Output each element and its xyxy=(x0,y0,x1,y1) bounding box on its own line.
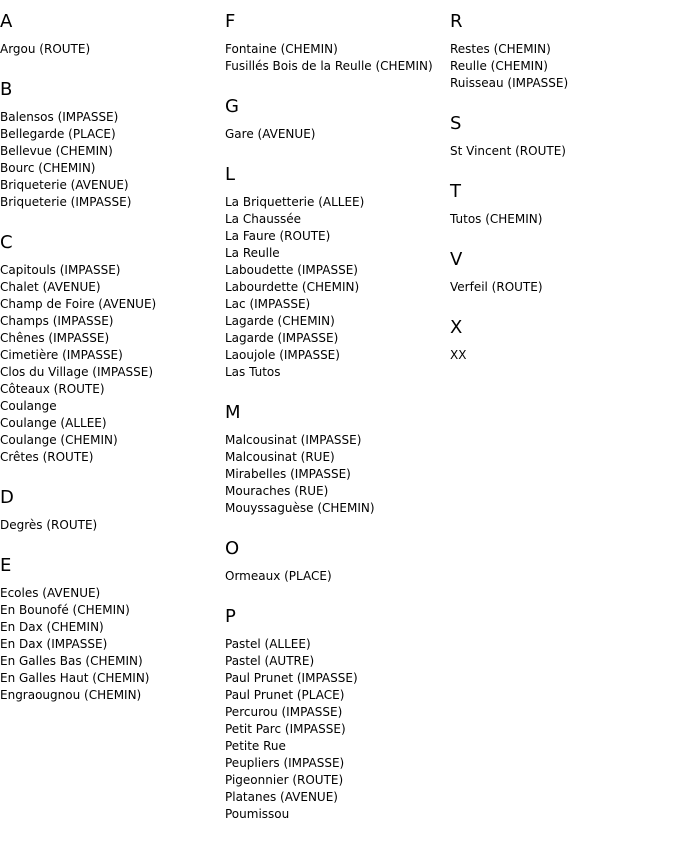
street-name: Verfeil (ROUTE) xyxy=(450,280,543,294)
street-name: Degrès (ROUTE) xyxy=(0,518,98,532)
street-list xyxy=(225,194,450,381)
street-name: Argou (ROUTE) xyxy=(0,42,91,56)
street-name: En Dax (CHEMIN) xyxy=(0,620,104,634)
letter-heading: O xyxy=(225,538,240,559)
letter-heading: L xyxy=(225,164,236,185)
letter-group xyxy=(0,11,225,58)
letter-heading: A xyxy=(0,11,13,32)
street-name: Bellevue (CHEMIN) xyxy=(0,144,113,158)
street-list xyxy=(0,262,225,466)
street-name: Tutos (CHEMIN) xyxy=(450,212,543,226)
street-name: Laoujole (IMPASSE) xyxy=(225,348,340,362)
index-column-1 xyxy=(0,0,225,704)
letter-heading: D xyxy=(0,487,14,508)
street-name: Côteaux (ROUTE) xyxy=(0,382,105,396)
street-name: Lagarde (CHEMIN) xyxy=(225,314,335,328)
street-name: Laboudette (IMPASSE) xyxy=(225,263,358,277)
street-name: Chênes (IMPASSE) xyxy=(0,331,110,345)
street-name: Ruisseau (IMPASSE) xyxy=(450,76,569,90)
street-name: Las Tutos xyxy=(225,365,281,379)
index-column-3 xyxy=(450,0,675,364)
street-name: Pastel (ALLEE) xyxy=(225,637,311,651)
letter-group xyxy=(450,11,675,92)
street-list xyxy=(225,41,450,75)
street-list xyxy=(450,347,675,364)
letter-heading: E xyxy=(0,555,12,576)
street-name: Champs (IMPASSE) xyxy=(0,314,114,328)
street-name: La Chaussée xyxy=(225,212,302,226)
street-list xyxy=(225,636,450,823)
street-name: Capitouls (IMPASSE) xyxy=(0,263,121,277)
letter-heading: R xyxy=(450,11,463,32)
street-name: Balensos (IMPASSE) xyxy=(0,110,119,124)
letter-heading: C xyxy=(0,232,13,253)
index-column-2 xyxy=(225,0,450,823)
street-name: En Galles Bas (CHEMIN) xyxy=(0,654,143,668)
street-name: Restes (CHEMIN) xyxy=(450,42,551,56)
street-list xyxy=(450,41,675,92)
letter-group xyxy=(0,487,225,534)
street-name: Mirabelles (IMPASSE) xyxy=(225,467,351,481)
street-name: Crêtes (ROUTE) xyxy=(0,450,94,464)
street-name: Champ de Foire (AVENUE) xyxy=(0,297,157,311)
street-name: Petit Parc (IMPASSE) xyxy=(225,722,346,736)
street-list xyxy=(0,109,225,211)
street-list xyxy=(450,279,675,296)
street-name: Paul Prunet (PLACE) xyxy=(225,688,345,702)
street-name: Pastel (AUTRE) xyxy=(225,654,315,668)
letter-heading: P xyxy=(225,606,236,627)
letter-heading: X xyxy=(450,317,463,338)
street-name: Petite Rue xyxy=(225,739,286,753)
street-name: Mouraches (RUE) xyxy=(225,484,329,498)
street-name: Paul Prunet (IMPASSE) xyxy=(225,671,358,685)
street-name: Malcousinat (IMPASSE) xyxy=(225,433,362,447)
letter-heading: S xyxy=(450,113,462,134)
street-list xyxy=(225,432,450,517)
letter-group xyxy=(0,555,225,704)
street-list xyxy=(0,517,225,534)
street-name: Percurou (IMPASSE) xyxy=(225,705,343,719)
street-list xyxy=(450,143,675,160)
letter-heading: M xyxy=(225,402,241,423)
letter-group xyxy=(450,249,675,296)
street-name: XX xyxy=(450,348,467,362)
street-name: Gare (AVENUE) xyxy=(225,127,316,141)
letter-group xyxy=(225,164,450,381)
street-name: La Faure (ROUTE) xyxy=(225,229,331,243)
street-name: Bourc (CHEMIN) xyxy=(0,161,96,175)
street-list xyxy=(450,211,675,228)
street-name: La Reulle xyxy=(225,246,280,260)
street-name: Pigeonnier (ROUTE) xyxy=(225,773,344,787)
street-name: St Vincent (ROUTE) xyxy=(450,144,566,158)
street-name: Labourdette (CHEMIN) xyxy=(225,280,360,294)
letter-group xyxy=(450,317,675,364)
street-name: Engraougnou (CHEMIN) xyxy=(0,688,142,702)
street-name: Poumissou xyxy=(225,807,290,821)
letter-group xyxy=(225,96,450,143)
street-name: Ormeaux (PLACE) xyxy=(225,569,332,583)
street-list xyxy=(0,41,225,58)
street-name: Fontaine (CHEMIN) xyxy=(225,42,338,56)
street-name: Chalet (AVENUE) xyxy=(0,280,101,294)
letter-group xyxy=(450,181,675,228)
letter-heading: G xyxy=(225,96,239,117)
letter-heading: F xyxy=(225,11,236,32)
street-name: En Dax (IMPASSE) xyxy=(0,637,108,651)
street-name: Briqueterie (AVENUE) xyxy=(0,178,129,192)
letter-group xyxy=(0,79,225,211)
street-name: Clos du Village (IMPASSE) xyxy=(0,365,154,379)
street-name: Lac (IMPASSE) xyxy=(225,297,311,311)
street-list xyxy=(225,568,450,585)
street-name: Reulle (CHEMIN) xyxy=(450,59,548,73)
street-name: Briqueterie (IMPASSE) xyxy=(0,195,132,209)
letter-group xyxy=(225,538,450,585)
street-name: Coulange (CHEMIN) xyxy=(0,433,118,447)
letter-group xyxy=(225,11,450,75)
letter-heading: V xyxy=(450,249,463,270)
street-list xyxy=(225,126,450,143)
letter-heading: B xyxy=(0,79,13,100)
street-name: Cimetière (IMPASSE) xyxy=(0,348,123,362)
letter-group xyxy=(450,113,675,160)
street-name: Peupliers (IMPASSE) xyxy=(225,756,345,770)
street-name: En Galles Haut (CHEMIN) xyxy=(0,671,150,685)
letter-group xyxy=(225,402,450,517)
street-name: Mouyssaguèse (CHEMIN) xyxy=(225,501,375,515)
street-name: Fusillés Bois de la Reulle (CHEMIN) xyxy=(225,59,433,73)
street-name: Malcousinat (RUE) xyxy=(225,450,335,464)
letter-heading: T xyxy=(450,181,461,202)
street-name: Coulange xyxy=(0,399,57,413)
street-name: La Briquetterie (ALLEE) xyxy=(225,195,365,209)
street-name: Platanes (AVENUE) xyxy=(225,790,338,804)
street-name: Coulange (ALLEE) xyxy=(0,416,107,430)
street-name: Lagarde (IMPASSE) xyxy=(225,331,339,345)
street-name: Ecoles (AVENUE) xyxy=(0,586,101,600)
letter-group xyxy=(225,606,450,823)
street-name: Bellegarde (PLACE) xyxy=(0,127,116,141)
street-list xyxy=(0,585,225,704)
letter-group xyxy=(0,232,225,466)
street-name: En Bounofé (CHEMIN) xyxy=(0,603,130,617)
